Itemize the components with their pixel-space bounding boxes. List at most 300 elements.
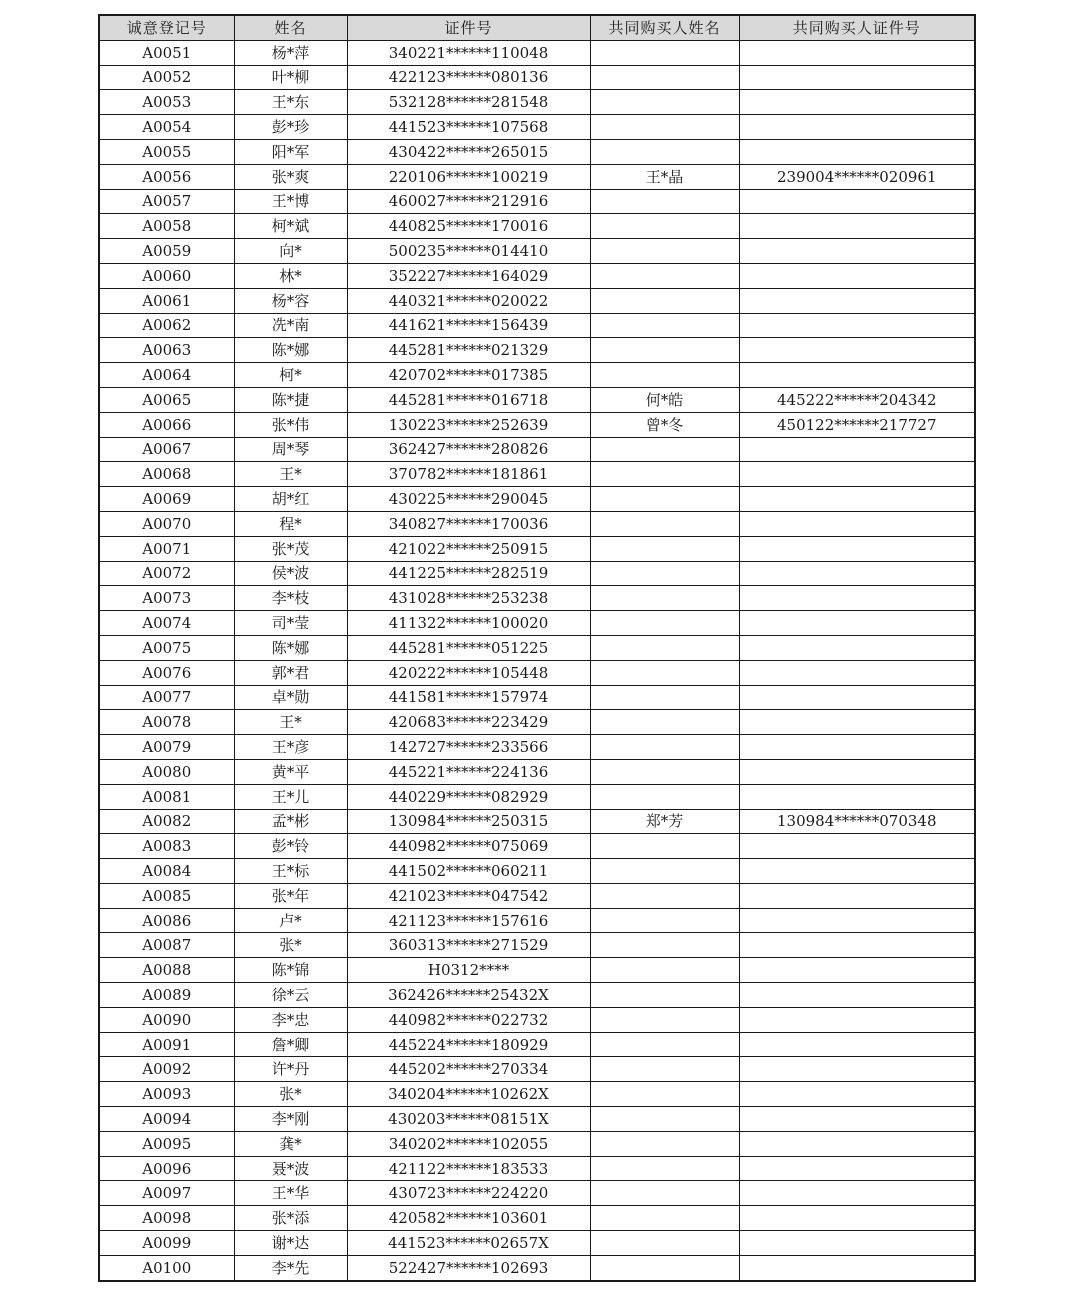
registration-no-cell: A0064	[99, 363, 234, 388]
header-registration-no: 诚意登记号	[99, 15, 234, 40]
name-cell: 詹*卿	[234, 1032, 347, 1057]
id-number-cell: 130223******252639	[347, 412, 590, 437]
registration-no-cell: A0099	[99, 1231, 234, 1256]
co-buyer-name-cell: 曾*冬	[590, 412, 739, 437]
co-buyer-id-cell	[739, 933, 975, 958]
name-cell: 冼*南	[234, 313, 347, 338]
table-row	[99, 561, 975, 586]
co-buyer-name-cell	[590, 511, 739, 536]
name-cell: 郭*君	[234, 660, 347, 685]
table-row	[99, 784, 975, 809]
name-cell: 王*	[234, 462, 347, 487]
registration-no-cell: A0089	[99, 983, 234, 1008]
registration-no-cell: A0062	[99, 313, 234, 338]
co-buyer-name-cell	[590, 933, 739, 958]
registration-no-cell: A0075	[99, 635, 234, 660]
id-number-cell: 362427******280826	[347, 437, 590, 462]
co-buyer-id-cell	[739, 1107, 975, 1132]
co-buyer-name-cell	[590, 536, 739, 561]
id-number-cell: 370782******181861	[347, 462, 590, 487]
name-cell: 张*爽	[234, 164, 347, 189]
id-number-cell: 522427******102693	[347, 1255, 590, 1280]
co-buyer-name-cell	[590, 586, 739, 611]
co-buyer-name-cell	[590, 735, 739, 760]
id-number-cell: 445224******180929	[347, 1032, 590, 1057]
table-row	[99, 239, 975, 264]
name-cell: 李*先	[234, 1255, 347, 1280]
table-row	[99, 536, 975, 561]
id-number-cell: 220106******100219	[347, 164, 590, 189]
co-buyer-id-cell	[739, 1181, 975, 1206]
registration-no-cell: A0066	[99, 412, 234, 437]
name-cell: 王*标	[234, 859, 347, 884]
table-row	[99, 387, 975, 412]
table-row	[99, 1131, 975, 1156]
co-buyer-id-cell: 239004******020961	[739, 164, 975, 189]
registration-no-cell: A0078	[99, 710, 234, 735]
id-number-cell: 460027******212916	[347, 189, 590, 214]
table-row	[99, 511, 975, 536]
name-cell: 王*博	[234, 189, 347, 214]
table-row	[99, 437, 975, 462]
header-id-number: 证件号	[347, 15, 590, 40]
co-buyer-name-cell	[590, 1107, 739, 1132]
name-cell: 聂*波	[234, 1156, 347, 1181]
registration-table	[98, 14, 976, 1282]
registration-no-cell: A0073	[99, 586, 234, 611]
registration-no-cell: A0054	[99, 115, 234, 140]
co-buyer-id-cell	[739, 710, 975, 735]
registration-no-cell: A0087	[99, 933, 234, 958]
registration-no-cell: A0095	[99, 1131, 234, 1156]
co-buyer-id-cell	[739, 511, 975, 536]
registration-no-cell: A0085	[99, 883, 234, 908]
name-cell: 胡*红	[234, 487, 347, 512]
id-number-cell: 445281******051225	[347, 635, 590, 660]
co-buyer-name-cell	[590, 338, 739, 363]
header-co-buyer-name: 共同购买人姓名	[590, 15, 739, 40]
co-buyer-name-cell	[590, 363, 739, 388]
registration-no-cell: A0076	[99, 660, 234, 685]
id-number-cell: 445221******224136	[347, 759, 590, 784]
co-buyer-name-cell: 郑*芳	[590, 809, 739, 834]
table-row	[99, 908, 975, 933]
id-number-cell: 142727******233566	[347, 735, 590, 760]
name-cell: 杨*萍	[234, 40, 347, 65]
id-number-cell: 440982******075069	[347, 834, 590, 859]
id-number-cell: 440321******020022	[347, 288, 590, 313]
co-buyer-id-cell	[739, 1007, 975, 1032]
id-number-cell: 430225******290045	[347, 487, 590, 512]
name-cell: 李*忠	[234, 1007, 347, 1032]
registration-no-cell: A0083	[99, 834, 234, 859]
co-buyer-name-cell	[590, 834, 739, 859]
co-buyer-id-cell	[739, 735, 975, 760]
id-number-cell: 420222******105448	[347, 660, 590, 685]
id-number-cell: 360313******271529	[347, 933, 590, 958]
name-cell: 陈*娜	[234, 635, 347, 660]
co-buyer-id-cell	[739, 65, 975, 90]
name-cell: 阳*军	[234, 139, 347, 164]
id-number-cell: 440229******082929	[347, 784, 590, 809]
co-buyer-name-cell: 何*皓	[590, 387, 739, 412]
co-buyer-name-cell	[590, 189, 739, 214]
registration-no-cell: A0052	[99, 65, 234, 90]
table-row	[99, 611, 975, 636]
co-buyer-id-cell	[739, 834, 975, 859]
co-buyer-id-cell	[739, 363, 975, 388]
table-row	[99, 1107, 975, 1132]
co-buyer-name-cell	[590, 40, 739, 65]
registration-no-cell: A0069	[99, 487, 234, 512]
name-cell: 司*莹	[234, 611, 347, 636]
table-row	[99, 1206, 975, 1231]
table-row	[99, 1255, 975, 1280]
name-cell: 林*	[234, 263, 347, 288]
co-buyer-name-cell	[590, 908, 739, 933]
name-cell: 王*华	[234, 1181, 347, 1206]
registration-no-cell: A0057	[99, 189, 234, 214]
registration-no-cell: A0053	[99, 90, 234, 115]
co-buyer-name-cell	[590, 784, 739, 809]
name-cell: 向*	[234, 239, 347, 264]
co-buyer-id-cell	[739, 983, 975, 1008]
co-buyer-id-cell	[739, 263, 975, 288]
id-number-cell: 340221******110048	[347, 40, 590, 65]
co-buyer-id-cell	[739, 288, 975, 313]
id-number-cell: 441523******02657X	[347, 1231, 590, 1256]
co-buyer-name-cell	[590, 487, 739, 512]
co-buyer-name-cell	[590, 859, 739, 884]
table-row	[99, 115, 975, 140]
table-row	[99, 313, 975, 338]
table-row	[99, 635, 975, 660]
name-cell: 杨*容	[234, 288, 347, 313]
name-cell: 张*添	[234, 1206, 347, 1231]
co-buyer-id-cell	[739, 1206, 975, 1231]
co-buyer-id-cell	[739, 313, 975, 338]
table-row	[99, 263, 975, 288]
registration-no-cell: A0090	[99, 1007, 234, 1032]
co-buyer-id-cell	[739, 1231, 975, 1256]
registration-no-cell: A0072	[99, 561, 234, 586]
registration-no-cell: A0071	[99, 536, 234, 561]
registration-no-cell: A0067	[99, 437, 234, 462]
table-row	[99, 1231, 975, 1256]
name-cell: 陈*娜	[234, 338, 347, 363]
id-number-cell: 441502******060211	[347, 859, 590, 884]
name-cell: 卢*	[234, 908, 347, 933]
table-row	[99, 685, 975, 710]
co-buyer-name-cell	[590, 462, 739, 487]
id-number-cell: 430422******265015	[347, 139, 590, 164]
co-buyer-name-cell	[590, 313, 739, 338]
name-cell: 张*	[234, 933, 347, 958]
id-number-cell: 422123******080136	[347, 65, 590, 90]
id-number-cell: 532128******281548	[347, 90, 590, 115]
table-row	[99, 660, 975, 685]
id-number-cell: 440982******022732	[347, 1007, 590, 1032]
table-row	[99, 164, 975, 189]
registration-no-cell: A0068	[99, 462, 234, 487]
co-buyer-name-cell	[590, 1156, 739, 1181]
name-cell: 孟*彬	[234, 809, 347, 834]
table-row	[99, 1181, 975, 1206]
co-buyer-id-cell: 445222******204342	[739, 387, 975, 412]
id-number-cell: 441621******156439	[347, 313, 590, 338]
registration-no-cell: A0055	[99, 139, 234, 164]
name-cell: 龚*	[234, 1131, 347, 1156]
registration-no-cell: A0098	[99, 1206, 234, 1231]
name-cell: 黄*平	[234, 759, 347, 784]
registration-no-cell: A0100	[99, 1255, 234, 1280]
table-row	[99, 586, 975, 611]
id-number-cell: 421023******047542	[347, 883, 590, 908]
name-cell: 张*	[234, 1082, 347, 1107]
table-row	[99, 487, 975, 512]
table-row	[99, 933, 975, 958]
name-cell: 许*丹	[234, 1057, 347, 1082]
registration-no-cell: A0088	[99, 958, 234, 983]
co-buyer-id-cell	[739, 759, 975, 784]
registration-no-cell: A0056	[99, 164, 234, 189]
registration-no-cell: A0092	[99, 1057, 234, 1082]
co-buyer-id-cell	[739, 660, 975, 685]
id-number-cell: 130984******250315	[347, 809, 590, 834]
table-row	[99, 859, 975, 884]
co-buyer-name-cell	[590, 710, 739, 735]
registration-no-cell: A0074	[99, 611, 234, 636]
co-buyer-id-cell	[739, 1082, 975, 1107]
co-buyer-name-cell	[590, 1057, 739, 1082]
registration-no-cell: A0080	[99, 759, 234, 784]
name-cell: 王*东	[234, 90, 347, 115]
name-cell: 柯*	[234, 363, 347, 388]
id-number-cell: 445281******021329	[347, 338, 590, 363]
co-buyer-name-cell	[590, 1131, 739, 1156]
name-cell: 李*枝	[234, 586, 347, 611]
co-buyer-name-cell	[590, 90, 739, 115]
table-row	[99, 1156, 975, 1181]
id-number-cell: 431028******253238	[347, 586, 590, 611]
id-number-cell: 421123******157616	[347, 908, 590, 933]
id-number-cell: 352227******164029	[347, 263, 590, 288]
co-buyer-id-cell	[739, 611, 975, 636]
name-cell: 陈*锦	[234, 958, 347, 983]
co-buyer-id-cell: 130984******070348	[739, 809, 975, 834]
registration-no-cell: A0063	[99, 338, 234, 363]
co-buyer-name-cell	[590, 759, 739, 784]
header-name: 姓名	[234, 15, 347, 40]
registration-no-cell: A0070	[99, 511, 234, 536]
registration-no-cell: A0059	[99, 239, 234, 264]
co-buyer-id-cell	[739, 462, 975, 487]
registration-no-cell: A0077	[99, 685, 234, 710]
table-row	[99, 40, 975, 65]
table-row	[99, 65, 975, 90]
co-buyer-name-cell	[590, 635, 739, 660]
registration-no-cell: A0093	[99, 1082, 234, 1107]
co-buyer-name-cell	[590, 1082, 739, 1107]
co-buyer-id-cell	[739, 958, 975, 983]
table-row	[99, 958, 975, 983]
id-number-cell: 340204******10262X	[347, 1082, 590, 1107]
registration-no-cell: A0086	[99, 908, 234, 933]
co-buyer-id-cell	[739, 1057, 975, 1082]
id-number-cell: 500235******014410	[347, 239, 590, 264]
name-cell: 程*	[234, 511, 347, 536]
registration-no-cell: A0065	[99, 387, 234, 412]
table-row	[99, 1032, 975, 1057]
registration-no-cell: A0081	[99, 784, 234, 809]
registration-no-cell: A0060	[99, 263, 234, 288]
co-buyer-name-cell	[590, 437, 739, 462]
co-buyer-id-cell	[739, 1131, 975, 1156]
id-number-cell: 420702******017385	[347, 363, 590, 388]
co-buyer-id-cell	[739, 239, 975, 264]
id-number-cell: 421122******183533	[347, 1156, 590, 1181]
table-row	[99, 809, 975, 834]
registration-sheet	[98, 14, 974, 1282]
co-buyer-id-cell	[739, 139, 975, 164]
co-buyer-name-cell	[590, 1231, 739, 1256]
registration-no-cell: A0058	[99, 214, 234, 239]
table-row	[99, 462, 975, 487]
co-buyer-name-cell	[590, 1181, 739, 1206]
id-number-cell: 441523******107568	[347, 115, 590, 140]
table-row	[99, 759, 975, 784]
id-number-cell: 420582******103601	[347, 1206, 590, 1231]
table-row	[99, 1082, 975, 1107]
co-buyer-id-cell	[739, 536, 975, 561]
name-cell: 叶*柳	[234, 65, 347, 90]
name-cell: 彭*珍	[234, 115, 347, 140]
co-buyer-id-cell	[739, 487, 975, 512]
table-row	[99, 139, 975, 164]
co-buyer-name-cell	[590, 115, 739, 140]
name-cell: 周*琴	[234, 437, 347, 462]
name-cell: 卓*勋	[234, 685, 347, 710]
name-cell: 陈*捷	[234, 387, 347, 412]
co-buyer-id-cell	[739, 859, 975, 884]
id-number-cell: 445202******270334	[347, 1057, 590, 1082]
co-buyer-name-cell	[590, 611, 739, 636]
table-row	[99, 834, 975, 859]
name-cell: 侯*波	[234, 561, 347, 586]
co-buyer-id-cell	[739, 883, 975, 908]
table-header	[99, 15, 975, 40]
name-cell: 王*	[234, 710, 347, 735]
co-buyer-id-cell	[739, 1156, 975, 1181]
id-number-cell: 440825******170016	[347, 214, 590, 239]
co-buyer-id-cell	[739, 437, 975, 462]
id-number-cell: 362426******25432X	[347, 983, 590, 1008]
id-number-cell: 430203******08151X	[347, 1107, 590, 1132]
registration-no-cell: A0096	[99, 1156, 234, 1181]
co-buyer-id-cell	[739, 115, 975, 140]
co-buyer-id-cell	[739, 635, 975, 660]
id-number-cell: 420683******223429	[347, 710, 590, 735]
header-co-buyer-id-number: 共同购买人证件号	[739, 15, 975, 40]
co-buyer-id-cell	[739, 1032, 975, 1057]
id-number-cell: 411322******100020	[347, 611, 590, 636]
registration-no-cell: A0051	[99, 40, 234, 65]
co-buyer-id-cell	[739, 189, 975, 214]
co-buyer-id-cell	[739, 90, 975, 115]
co-buyer-name-cell	[590, 1206, 739, 1231]
registration-no-cell: A0084	[99, 859, 234, 884]
name-cell: 柯*斌	[234, 214, 347, 239]
registration-no-cell: A0094	[99, 1107, 234, 1132]
table-row	[99, 710, 975, 735]
id-number-cell: 430723******224220	[347, 1181, 590, 1206]
table-row	[99, 189, 975, 214]
id-number-cell: 340827******170036	[347, 511, 590, 536]
co-buyer-id-cell: 450122******217727	[739, 412, 975, 437]
name-cell: 彭*铃	[234, 834, 347, 859]
registration-no-cell: A0091	[99, 1032, 234, 1057]
id-number-cell: 445281******016718	[347, 387, 590, 412]
id-number-cell: 441581******157974	[347, 685, 590, 710]
co-buyer-name-cell	[590, 983, 739, 1008]
id-number-cell: 441225******282519	[347, 561, 590, 586]
table-row	[99, 1007, 975, 1032]
header-row	[99, 15, 975, 40]
table-body	[99, 40, 975, 1280]
co-buyer-name-cell	[590, 288, 739, 313]
registration-no-cell: A0082	[99, 809, 234, 834]
co-buyer-name-cell	[590, 958, 739, 983]
table-row	[99, 412, 975, 437]
registration-no-cell: A0061	[99, 288, 234, 313]
table-row	[99, 214, 975, 239]
co-buyer-name-cell	[590, 214, 739, 239]
co-buyer-name-cell	[590, 1032, 739, 1057]
name-cell: 张*伟	[234, 412, 347, 437]
registration-no-cell: A0079	[99, 735, 234, 760]
co-buyer-name-cell: 王*晶	[590, 164, 739, 189]
registration-no-cell: A0097	[99, 1181, 234, 1206]
table-row	[99, 883, 975, 908]
co-buyer-id-cell	[739, 338, 975, 363]
co-buyer-name-cell	[590, 239, 739, 264]
id-number-cell: 340202******102055	[347, 1131, 590, 1156]
co-buyer-id-cell	[739, 1255, 975, 1280]
co-buyer-id-cell	[739, 40, 975, 65]
co-buyer-name-cell	[590, 1255, 739, 1280]
co-buyer-id-cell	[739, 908, 975, 933]
co-buyer-name-cell	[590, 660, 739, 685]
table-row	[99, 363, 975, 388]
table-row	[99, 1057, 975, 1082]
co-buyer-name-cell	[590, 685, 739, 710]
table-row	[99, 90, 975, 115]
name-cell: 徐*云	[234, 983, 347, 1008]
co-buyer-name-cell	[590, 139, 739, 164]
co-buyer-name-cell	[590, 263, 739, 288]
name-cell: 王*儿	[234, 784, 347, 809]
name-cell: 李*刚	[234, 1107, 347, 1132]
co-buyer-name-cell	[590, 883, 739, 908]
co-buyer-id-cell	[739, 214, 975, 239]
co-buyer-id-cell	[739, 561, 975, 586]
co-buyer-id-cell	[739, 784, 975, 809]
co-buyer-name-cell	[590, 561, 739, 586]
table-row	[99, 288, 975, 313]
id-number-cell: H0312****	[347, 958, 590, 983]
id-number-cell: 421022******250915	[347, 536, 590, 561]
co-buyer-id-cell	[739, 685, 975, 710]
